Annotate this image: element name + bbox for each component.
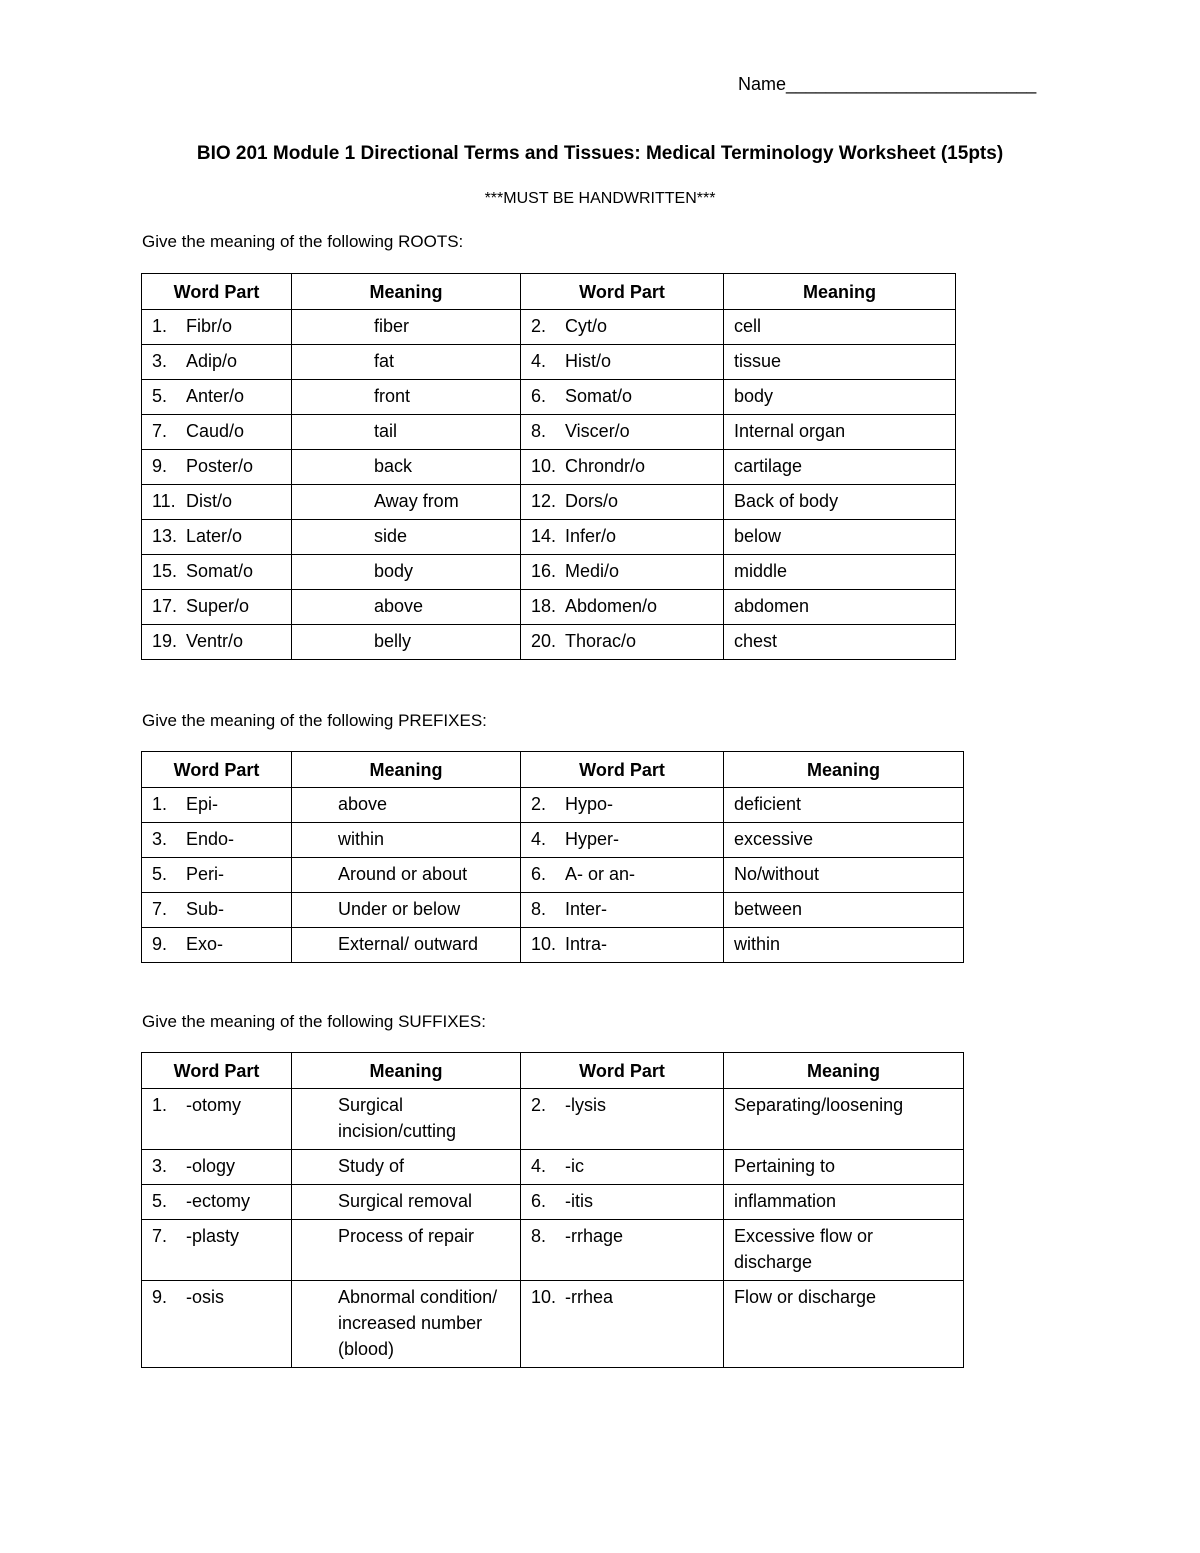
word-part-cell <box>142 380 292 415</box>
word-part-cell <box>142 415 292 450</box>
item-number: 2. <box>531 794 547 814</box>
word-part-cell <box>142 555 292 590</box>
word-part-cell <box>521 1220 724 1281</box>
suffixes-header-row <box>142 1053 964 1089</box>
word-part: Infer/o <box>565 526 617 546</box>
item-number: 9. <box>152 456 168 476</box>
table-row <box>142 520 956 555</box>
word-part-cell <box>521 555 724 590</box>
word-part: Dist/o <box>186 491 233 511</box>
word-part-cell <box>142 823 292 858</box>
meaning-cell <box>292 590 521 625</box>
word-part-cell <box>142 893 292 928</box>
meaning: tissue <box>734 351 782 371</box>
meaning: Separating/loosening <box>734 1095 904 1115</box>
meaning-cell <box>292 823 521 858</box>
item-number: 4. <box>531 1156 547 1176</box>
item-number: 3. <box>152 829 168 849</box>
table-row <box>142 893 964 928</box>
meaning-cell <box>292 1089 521 1150</box>
word-part: Somat/o <box>186 561 254 581</box>
table-row <box>142 555 956 590</box>
roots-column-header: Meaning <box>292 274 521 310</box>
meaning: inflammation <box>734 1191 837 1211</box>
meaning-cell <box>724 380 956 415</box>
item-number: 2. <box>531 1095 547 1115</box>
meaning-cell <box>724 1150 964 1185</box>
item-number: 11. <box>152 491 176 511</box>
meaning: Process of repair <box>338 1226 475 1246</box>
item-number: 6. <box>531 864 547 884</box>
item-number: 4. <box>531 829 547 849</box>
meaning-cell <box>724 1220 964 1281</box>
item-number: 10. <box>531 456 557 476</box>
suffixes-table <box>141 1052 964 1368</box>
meaning: Under or below <box>338 899 461 919</box>
meaning: above <box>374 596 424 616</box>
meaning-cell <box>292 520 521 555</box>
word-part-cell <box>521 858 724 893</box>
table-row <box>142 788 964 823</box>
item-number: 5. <box>152 386 168 406</box>
table-row <box>142 485 956 520</box>
word-part: -itis <box>565 1191 593 1211</box>
meaning: Surgical removal <box>338 1191 473 1211</box>
meaning: tail <box>374 421 398 441</box>
table-row <box>142 380 956 415</box>
word-part: -rrhage <box>565 1226 624 1246</box>
prefixes-prompt: Give the meaning of the following PREFIXES: <box>142 711 487 730</box>
item-number: 15. <box>152 561 178 581</box>
meaning-cell <box>292 625 521 660</box>
meaning-cell <box>292 450 521 485</box>
word-part: Sub- <box>186 899 225 919</box>
word-part-cell <box>142 450 292 485</box>
roots-prompt: Give the meaning of the following ROOTS: <box>142 232 464 251</box>
meaning-cell <box>724 625 956 660</box>
meaning: Flow or discharge <box>734 1287 877 1307</box>
word-part: Hyper- <box>565 829 620 849</box>
word-part-cell <box>521 590 724 625</box>
word-part: Abdomen/o <box>565 596 658 616</box>
meaning: abdomen <box>734 596 810 616</box>
item-number: 6. <box>531 386 547 406</box>
roots-column-header: Word Part <box>521 274 724 310</box>
word-part-cell <box>142 520 292 555</box>
word-part: Ventr/o <box>186 631 244 651</box>
word-part-cell <box>521 485 724 520</box>
table-row <box>142 1089 964 1150</box>
meaning-cell <box>292 485 521 520</box>
word-part-cell <box>142 1089 292 1150</box>
suffixes-column-header: Meaning <box>724 1053 964 1089</box>
table-row <box>142 345 956 380</box>
item-number: 6. <box>531 1191 547 1211</box>
table-row <box>142 1185 964 1220</box>
word-part-cell <box>521 893 724 928</box>
meaning-cell <box>724 310 956 345</box>
suffixes-column-header: Word Part <box>142 1053 292 1089</box>
item-number: 7. <box>152 1226 168 1246</box>
word-part: -otomy <box>186 1095 242 1115</box>
table-row <box>142 625 956 660</box>
word-part: -ic <box>565 1156 584 1176</box>
item-number: 8. <box>531 1226 547 1246</box>
meaning: fiber <box>374 316 410 336</box>
word-part: Epi- <box>186 794 219 814</box>
word-part-cell <box>142 625 292 660</box>
meaning-cell <box>724 450 956 485</box>
meaning-cell <box>724 520 956 555</box>
word-part: Chrondr/o <box>565 456 646 476</box>
meaning-cell <box>724 1089 964 1150</box>
word-part-cell <box>521 823 724 858</box>
word-part-cell <box>521 1281 724 1368</box>
word-part: -lysis <box>565 1095 606 1115</box>
word-part: Poster/o <box>186 456 254 476</box>
word-part-cell <box>142 788 292 823</box>
meaning: Abnormal condition/ increased number (blood) <box>338 1287 498 1359</box>
meaning: Around or about <box>338 864 468 884</box>
word-part: Anter/o <box>186 386 245 406</box>
meaning-cell <box>292 380 521 415</box>
item-number: 3. <box>152 351 168 371</box>
prefixes-column-header: Meaning <box>724 752 964 788</box>
meaning: deficient <box>734 794 802 814</box>
word-part-cell <box>142 928 292 963</box>
word-part: -ectomy <box>186 1191 251 1211</box>
meaning-cell <box>292 415 521 450</box>
meaning: front <box>374 386 411 406</box>
meaning-cell <box>724 788 964 823</box>
table-row <box>142 450 956 485</box>
table-row <box>142 590 956 625</box>
item-number: 13. <box>152 526 178 546</box>
word-part-cell <box>521 310 724 345</box>
item-number: 17. <box>152 596 178 616</box>
word-part-cell <box>142 1281 292 1368</box>
word-part: -ology <box>186 1156 236 1176</box>
table-row <box>142 1150 964 1185</box>
meaning-cell <box>724 485 956 520</box>
word-part: Viscer/o <box>565 421 630 441</box>
meaning-cell <box>724 345 956 380</box>
word-part-cell <box>521 1150 724 1185</box>
table-row <box>142 858 964 893</box>
item-number: 9. <box>152 1287 168 1307</box>
meaning: No/without <box>734 864 820 884</box>
suffixes-column-header: Word Part <box>521 1053 724 1089</box>
worksheet-title: BIO 201 Module 1 Directional Terms and Tissues: Medical Terminology Worksheet (15pts) <box>196 143 1004 164</box>
meaning-cell <box>292 555 521 590</box>
item-number: 8. <box>531 421 547 441</box>
word-part: -rrhea <box>565 1287 614 1307</box>
meaning-cell <box>292 893 521 928</box>
roots-column-header: Word Part <box>142 274 292 310</box>
meaning-cell <box>292 928 521 963</box>
word-part: Peri- <box>186 864 225 884</box>
meaning-cell <box>292 1220 521 1281</box>
word-part-cell <box>521 415 724 450</box>
table-row <box>142 928 964 963</box>
suffixes-prompt: Give the meaning of the following SUFFIXES: <box>142 1012 486 1031</box>
name-field[interactable]: Name_________________________ <box>738 74 1037 94</box>
word-part: Hist/o <box>565 351 612 371</box>
meaning-cell <box>724 1281 964 1368</box>
item-number: 10. <box>531 934 557 954</box>
word-part: Later/o <box>186 526 243 546</box>
word-part: Thorac/o <box>565 631 637 651</box>
prefixes-column-header: Meaning <box>292 752 521 788</box>
item-number: 1. <box>152 1095 168 1115</box>
meaning: Pertaining to <box>734 1156 836 1176</box>
meaning: fat <box>374 351 395 371</box>
word-part: Fibr/o <box>186 316 233 336</box>
meaning-cell <box>292 345 521 380</box>
meaning-cell <box>292 310 521 345</box>
roots-header-row <box>142 274 956 310</box>
item-number: 5. <box>152 864 168 884</box>
item-number: 1. <box>152 316 168 336</box>
meaning: Surgical incision/cutting <box>338 1095 457 1141</box>
meaning: side <box>374 526 408 546</box>
table-row <box>142 1220 964 1281</box>
meaning: between <box>734 899 803 919</box>
prefixes-column-header: Word Part <box>521 752 724 788</box>
item-number: 2. <box>531 316 547 336</box>
meaning: cell <box>734 316 762 336</box>
word-part: Hypo- <box>565 794 614 814</box>
meaning-cell <box>724 590 956 625</box>
meaning: cartilage <box>734 456 803 476</box>
item-number: 16. <box>531 561 557 581</box>
meaning: Internal organ <box>734 421 846 441</box>
item-number: 12. <box>531 491 557 511</box>
meaning: body <box>374 561 414 581</box>
word-part: Exo- <box>186 934 224 954</box>
item-number: 7. <box>152 899 168 919</box>
word-part-cell <box>142 590 292 625</box>
meaning-cell <box>724 858 964 893</box>
meaning: belly <box>374 631 412 651</box>
meaning: External/ outward <box>338 934 479 954</box>
meaning-cell <box>292 858 521 893</box>
word-part: A- or an- <box>565 864 636 884</box>
meaning: Study of <box>338 1156 405 1176</box>
meaning-cell <box>724 928 964 963</box>
item-number: 10. <box>531 1287 557 1307</box>
meaning-cell <box>724 1185 964 1220</box>
item-number: 4. <box>531 351 547 371</box>
meaning: below <box>734 526 782 546</box>
item-number: 7. <box>152 421 168 441</box>
item-number: 3. <box>152 1156 168 1176</box>
word-part-cell <box>521 1089 724 1150</box>
word-part: Medi/o <box>565 561 620 581</box>
meaning: chest <box>734 631 778 651</box>
word-part-cell <box>521 345 724 380</box>
meaning: middle <box>734 561 788 581</box>
roots-body <box>142 310 956 660</box>
prefixes-body <box>142 788 964 963</box>
item-number: 8. <box>531 899 547 919</box>
word-part-cell <box>142 858 292 893</box>
meaning-cell <box>724 415 956 450</box>
word-part-cell <box>521 625 724 660</box>
word-part: Adip/o <box>186 351 238 371</box>
word-part: -plasty <box>186 1226 240 1246</box>
prefixes-header-row <box>142 752 964 788</box>
meaning-cell <box>292 1185 521 1220</box>
word-part-cell <box>142 1150 292 1185</box>
word-part: Cyt/o <box>565 316 608 336</box>
meaning: Back of body <box>734 491 839 511</box>
item-number: 20. <box>531 631 557 651</box>
prefixes-table <box>141 751 964 963</box>
meaning: excessive <box>734 829 814 849</box>
word-part: Inter- <box>565 899 608 919</box>
word-part: Endo- <box>186 829 235 849</box>
suffixes-body <box>142 1089 964 1368</box>
word-part-cell <box>142 485 292 520</box>
meaning-cell <box>724 555 956 590</box>
word-part-cell <box>521 450 724 485</box>
table-row <box>142 310 956 345</box>
word-part: Caud/o <box>186 421 245 441</box>
meaning: Excessive flow or discharge <box>734 1226 874 1272</box>
item-number: 1. <box>152 794 168 814</box>
table-row <box>142 1281 964 1368</box>
table-row <box>142 823 964 858</box>
word-part: Dors/o <box>565 491 619 511</box>
table-row <box>142 415 956 450</box>
meaning: within <box>338 829 385 849</box>
meaning: body <box>734 386 774 406</box>
word-part-cell <box>142 1220 292 1281</box>
meaning-cell <box>292 788 521 823</box>
word-part-cell <box>142 310 292 345</box>
meaning: Away from <box>374 491 459 511</box>
word-part-cell <box>521 520 724 555</box>
prefixes-column-header: Word Part <box>142 752 292 788</box>
word-part-cell <box>142 345 292 380</box>
meaning-cell <box>292 1150 521 1185</box>
meaning: within <box>734 934 781 954</box>
suffixes-column-header: Meaning <box>292 1053 521 1089</box>
word-part-cell <box>521 928 724 963</box>
item-number: 19. <box>152 631 178 651</box>
meaning-cell <box>292 1281 521 1368</box>
meaning-cell <box>724 823 964 858</box>
item-number: 5. <box>152 1191 168 1211</box>
word-part: Intra- <box>565 934 608 954</box>
item-number: 14. <box>531 526 557 546</box>
item-number: 9. <box>152 934 168 954</box>
word-part-cell <box>521 380 724 415</box>
word-part: -osis <box>186 1287 225 1307</box>
meaning-cell <box>724 893 964 928</box>
word-part-cell <box>142 1185 292 1220</box>
item-number: 18. <box>531 596 557 616</box>
meaning: back <box>374 456 413 476</box>
word-part: Somat/o <box>565 386 633 406</box>
roots-column-header: Meaning <box>724 274 956 310</box>
handwritten-notice: ***MUST BE HANDWRITTEN*** <box>484 190 716 207</box>
word-part: Super/o <box>186 596 250 616</box>
word-part-cell <box>521 1185 724 1220</box>
word-part-cell <box>521 788 724 823</box>
meaning: above <box>338 794 388 814</box>
roots-table <box>141 273 956 660</box>
